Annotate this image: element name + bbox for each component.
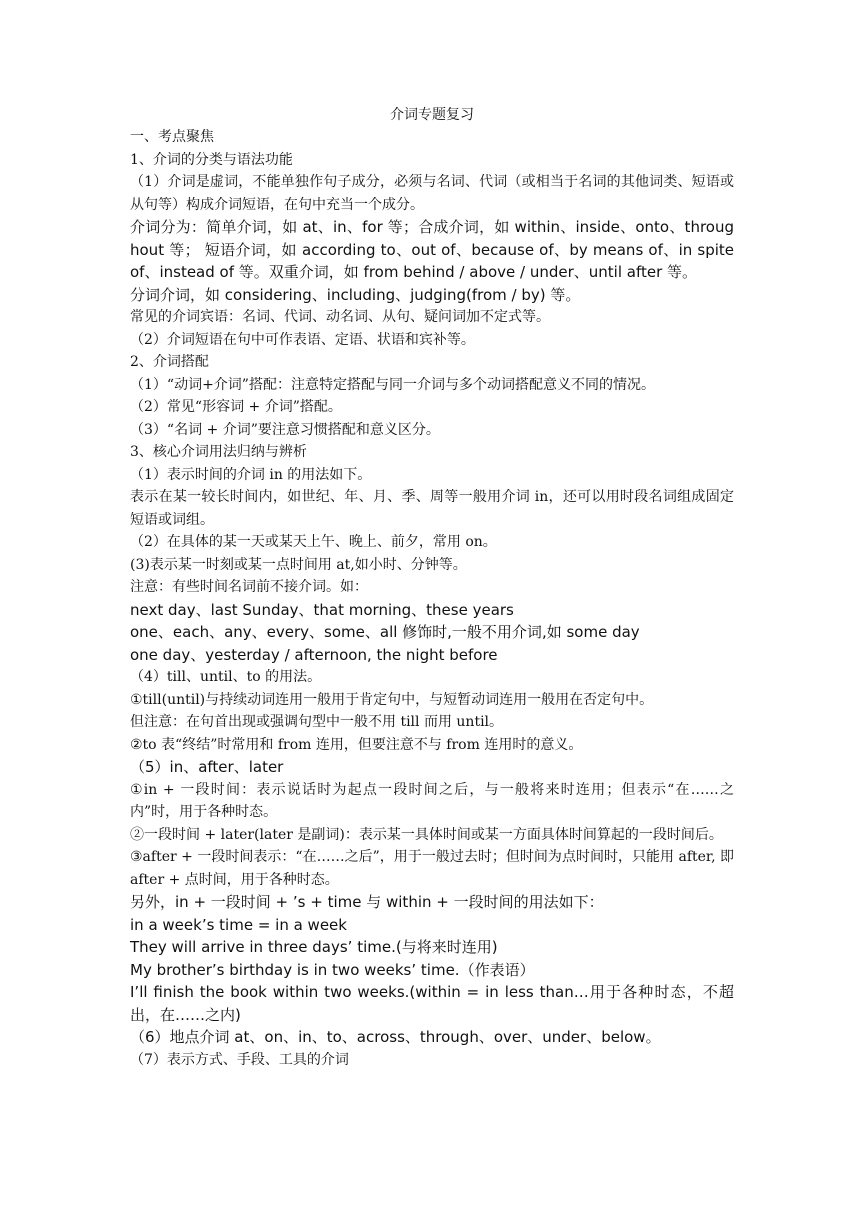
paragraph-line: 常见的介词宾语：名词、代词、动名词、从句、疑问词加不定式等。: [130, 309, 550, 325]
paragraph-line: They will arrive in three days’ time.(与将来时连用): [130, 938, 498, 956]
paragraph-line: next day、last Sunday、that morning、these years: [130, 600, 514, 619]
paragraph-line: one、each、any、every、some、all 修饰时,一般不用介词,如 some day: [130, 623, 640, 641]
paragraph-line: （7）表示方式、手段、工具的介词: [130, 1051, 349, 1068]
paragraph-line: (3)表示某一时刻或某一点时间用 at,如小时、分钟等。: [130, 556, 467, 573]
paragraph-line: 介词分为：简单介词，如 at、in、for 等；合成介词，如 within、inside、onto、throughout 等； 短语介词，如 according to、out of、because of、by means of、in spite of、instead of 等。双重介词，如 from behind / above / under、until after 等。: [130, 218, 734, 281]
paragraph-line: ③after + 一段时间表示：“在……之后”，用于一般过去时；但时间为点时间时，只能用 after, 即 after + 点时间，用于各种时态。: [130, 849, 734, 888]
paragraph-line: （2）在具体的某一天或某天上午、晚上、前夕，常用 on。: [130, 534, 497, 550]
document-title: 介词专题复习: [390, 107, 474, 123]
paragraph-line: 但注意：在句首出现或强调句型中一般不用 till 而用 until。: [130, 714, 504, 730]
paragraph-line: （2）介词短语在句中可作表语、定语、状语和宾补等。: [130, 331, 475, 348]
paragraph-line: My brother’s birthday is in two weeks’ time.（作表语）: [130, 960, 535, 979]
paragraph-line: one day、yesterday / afternoon, the night before: [130, 645, 498, 664]
paragraph-line: （2）常见“形容词 + 介词”搭配。: [130, 399, 342, 415]
paragraph-line: 2、介词搭配: [130, 354, 209, 370]
paragraph-line: 注意：有些时间名词前不接介词。如：: [130, 579, 368, 595]
paragraph-line: （4）till、until、to 的用法。: [130, 669, 322, 685]
paragraph-line: （1）表示时间的介词 in 的用法如下。: [130, 466, 372, 483]
paragraph-line: （3）“名词 + 介词”要注意习惯搭配和意义区分。: [130, 421, 440, 438]
document-body: [130, 126, 734, 1071]
paragraph-line: 一、考点聚焦: [130, 129, 214, 145]
paragraph-line: 3、核心介词用法归纳与辨析: [130, 444, 307, 460]
paragraph-line: ①in + 一段时间：表示说话时为起点一段时间之后，与一般将来时连用；但表示“在……之内”时，用于各种时态。: [130, 781, 734, 820]
document-page: [130, 104, 734, 1071]
paragraph-line: （6）地点介词 at、on、in、to、across、through、over、under、below。: [130, 1028, 661, 1046]
paragraph-line: ①till(until)与持续动词连用一般用于肯定句中，与短暂动词连用一般用在否定句中。: [130, 691, 654, 708]
paragraph-line: （1）介词是虚词，不能单独作句子成分，必须与名词、代词（或相当于名词的其他词类、短语或从句等）构成介词短语，在句中充当一个成分。: [130, 174, 734, 213]
paragraph-line: 另外，in + 一段时间 + ’s + time 与 within + 一段时间的用法如下：: [130, 893, 604, 911]
paragraph-line: in a week’s time = in a week: [130, 915, 347, 934]
paragraph-line: ②一段时间 + later(later 是副词)：表示某一具体时间或某一方面具体时间算起的一段时间后。: [130, 826, 723, 843]
paragraph-line: 1、介词的分类与语法功能: [130, 151, 293, 168]
paragraph-line: （1）“动词+介词”搭配：注意特定搭配与同一介词与多个动词搭配意义不同的情况。: [130, 376, 655, 393]
paragraph-line: （5）in、after、later: [130, 758, 284, 776]
paragraph-line: 分词介词，如 considering、including、judging(from / by) 等。: [130, 285, 581, 304]
paragraph-line: I’ll finish the book within two weeks.(within = in less than…用于各种时态，不超出，在……之内): [130, 983, 734, 1024]
paragraph-line: 表示在某一较长时间内，如世纪、年、月、季、周等一般用介词 in，还可以用时段名词组成固定短语或词组。: [130, 489, 734, 528]
paragraph-line: ②to 表“终结”时常用和 from 连用，但要注意不与 from 连用时的意义。: [130, 736, 583, 753]
